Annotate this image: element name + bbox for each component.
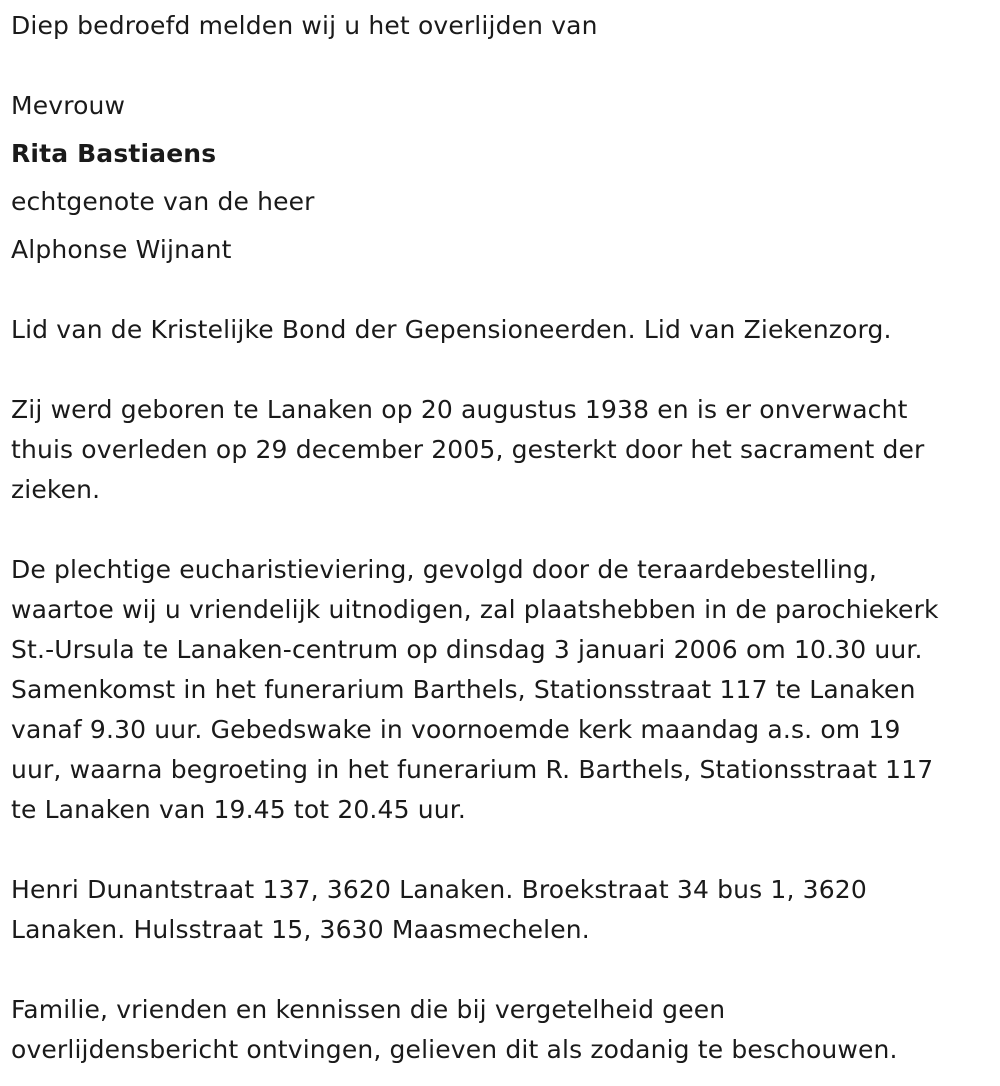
closing-line: Familie, vrienden en kennissen die bij vergetelheid geen xyxy=(11,995,726,1024)
ceremony-line: St.-Ursula te Lanaken-centrum op dinsdag 3 januari 2006 om 10.30 uur. xyxy=(11,635,923,664)
address-line: Lanaken. Hulsstraat 15, 3630 Maasmechelen. xyxy=(11,915,590,944)
ceremony-line: te Lanaken van 19.45 tot 20.45 uur. xyxy=(11,795,466,824)
birth-line: zieken. xyxy=(11,475,101,504)
deceased-name: Rita Bastiaens xyxy=(11,139,217,168)
address-line: Henri Dunantstraat 137, 3620 Lanaken. Broekstraat 34 bus 1, 3620 xyxy=(11,875,867,904)
birth-line: thuis overleden op 29 december 2005, gesterkt door het sacrament der xyxy=(11,435,925,464)
spouse-intro: echtgenote van de heer xyxy=(11,187,315,216)
salutation: Mevrouw xyxy=(11,91,126,120)
ceremony-line: De plechtige eucharistieviering, gevolgd door de teraardebestelling, xyxy=(11,555,877,584)
intro-text: Diep bedroefd melden wij u het overlijden van xyxy=(11,11,598,40)
spouse-name: Alphonse Wijnant xyxy=(11,235,232,264)
ceremony-line: uur, waarna begroeting in het funerarium R. Barthels, Stationsstraat 117 xyxy=(11,755,934,784)
birth-line: Zij werd geboren te Lanaken op 20 augustus 1938 en is er onverwacht xyxy=(11,395,908,424)
ceremony-line: Samenkomst in het funerarium Barthels, Stationsstraat 117 te Lanaken xyxy=(11,675,916,704)
closing-line: overlijdensbericht ontvingen, gelieven dit als zodanig te beschouwen. xyxy=(11,1035,898,1064)
ceremony-line: waartoe wij u vriendelijk uitnodigen, zal plaatshebben in de parochiekerk xyxy=(11,595,939,624)
ceremony-line: vanaf 9.30 uur. Gebedswake in voornoemde kerk maandag a.s. om 19 xyxy=(11,715,901,744)
memberships-text: Lid van de Kristelijke Bond der Gepensioneerden. Lid van Ziekenzorg. xyxy=(11,315,892,344)
